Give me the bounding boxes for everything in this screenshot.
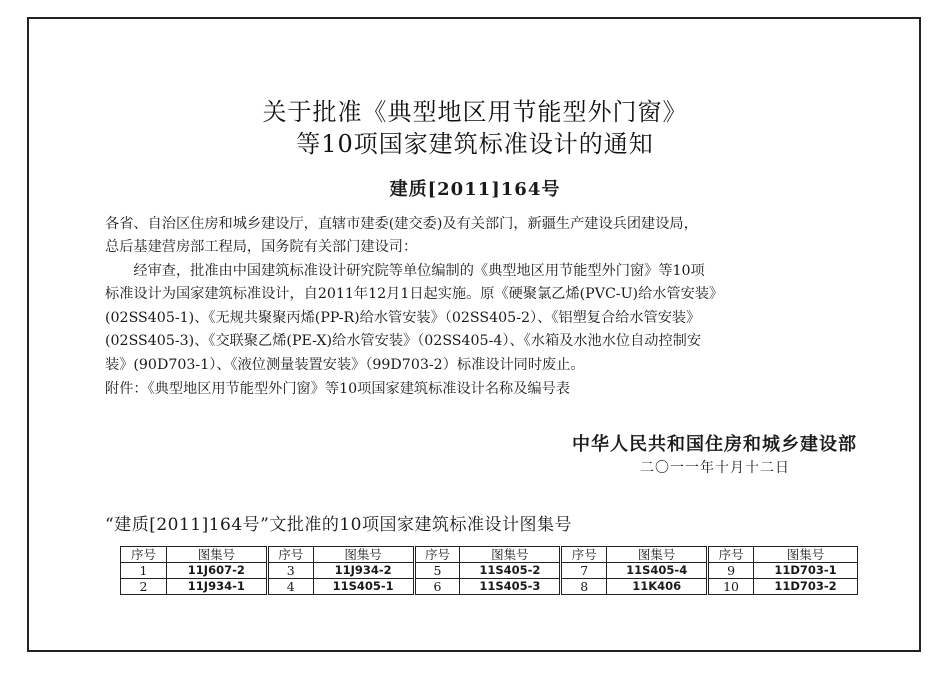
seq-cell: 10 <box>708 579 754 595</box>
issuing-authority: 中华人民共和国住房和城乡建设部 <box>572 434 857 455</box>
document-number: 建质[2011]164号 <box>389 179 561 200</box>
table-row <box>121 579 858 595</box>
body-line-7: 装》(90D703-1）、《液位测量装置安装》（99D703-2）标准设计同时废止。 <box>105 357 585 373</box>
seq-cell: 9 <box>708 563 754 579</box>
issue-date: 二〇一一年十月十二日 <box>640 460 790 476</box>
atlas-no-cell: 11J934-1 <box>166 579 267 595</box>
header-seq: 序号 <box>561 547 607 563</box>
atlas-no-cell: 11D703-2 <box>754 579 858 595</box>
body-line-3: 经审查，批准由中国建筑标准设计研究院等单位编制的《典型地区用节能型外门窗》等10项 <box>105 263 705 279</box>
atlas-no-cell: 11D703-1 <box>754 563 858 579</box>
table-row <box>121 563 858 579</box>
atlas-no-cell: 11S405-3 <box>460 579 561 595</box>
body-line-1: 各省、自治区住房和城乡建设厅，直辖市建委(建交委)及有关部门，新疆生产建设兵团建设局， <box>105 216 698 232</box>
header-atlas-no: 图集号 <box>313 547 414 563</box>
seq-cell: 2 <box>121 579 167 595</box>
seq-cell: 6 <box>414 579 460 595</box>
header-atlas-no: 图集号 <box>460 547 561 563</box>
header-atlas-no: 图集号 <box>166 547 267 563</box>
seq-cell: 1 <box>121 563 167 579</box>
body-line-2: 总后基建营房部工程局，国务院有关部门建设司： <box>105 239 418 255</box>
seq-cell: 5 <box>414 563 460 579</box>
atlas-no-cell: 11S405-2 <box>460 563 561 579</box>
header-seq: 序号 <box>414 547 460 563</box>
table-caption: “建质[2011]164号”文批准的10项国家建筑标准设计图集号 <box>105 515 572 535</box>
body-line-6: (02SS405-3)、《交联聚乙烯(PE-X)给水管安装》（02SS405-4）、《水箱及水池水位自动控制安 <box>105 333 702 349</box>
atlas-number-table <box>120 546 858 595</box>
header-seq: 序号 <box>121 547 167 563</box>
notice-title-line1: 关于批准《典型地区用节能型外门窗》 <box>262 98 688 126</box>
notice-title-line2: 等10项国家建筑标准设计的通知 <box>296 130 654 158</box>
seq-cell: 3 <box>267 563 313 579</box>
atlas-no-cell: 11S405-4 <box>607 563 708 579</box>
table-header-row <box>121 547 858 563</box>
attachment-line: 附件：《典型地区用节能型外门窗》等10项国家建筑标准设计名称及编号表 <box>105 381 570 397</box>
body-line-5: (02SS405-1)、《无规共聚聚丙烯(PP-R)给水管安装》（02SS405-2）、《铝塑复合给水管安装》 <box>105 310 701 326</box>
seq-cell: 8 <box>561 579 607 595</box>
header-seq: 序号 <box>708 547 754 563</box>
atlas-no-cell: 11S405-1 <box>313 579 414 595</box>
header-atlas-no: 图集号 <box>607 547 708 563</box>
body-line-4: 标准设计为国家建筑标准设计，自2011年12月1日起实施。原《硬聚氯乙烯(PVC-U)给水管安装》 <box>105 286 724 302</box>
seq-cell: 7 <box>561 563 607 579</box>
atlas-no-cell: 11J934-2 <box>313 563 414 579</box>
header-seq: 序号 <box>267 547 313 563</box>
atlas-no-cell: 11K406 <box>607 579 708 595</box>
atlas-no-cell: 11J607-2 <box>166 563 267 579</box>
header-atlas-no: 图集号 <box>754 547 858 563</box>
seq-cell: 4 <box>267 579 313 595</box>
